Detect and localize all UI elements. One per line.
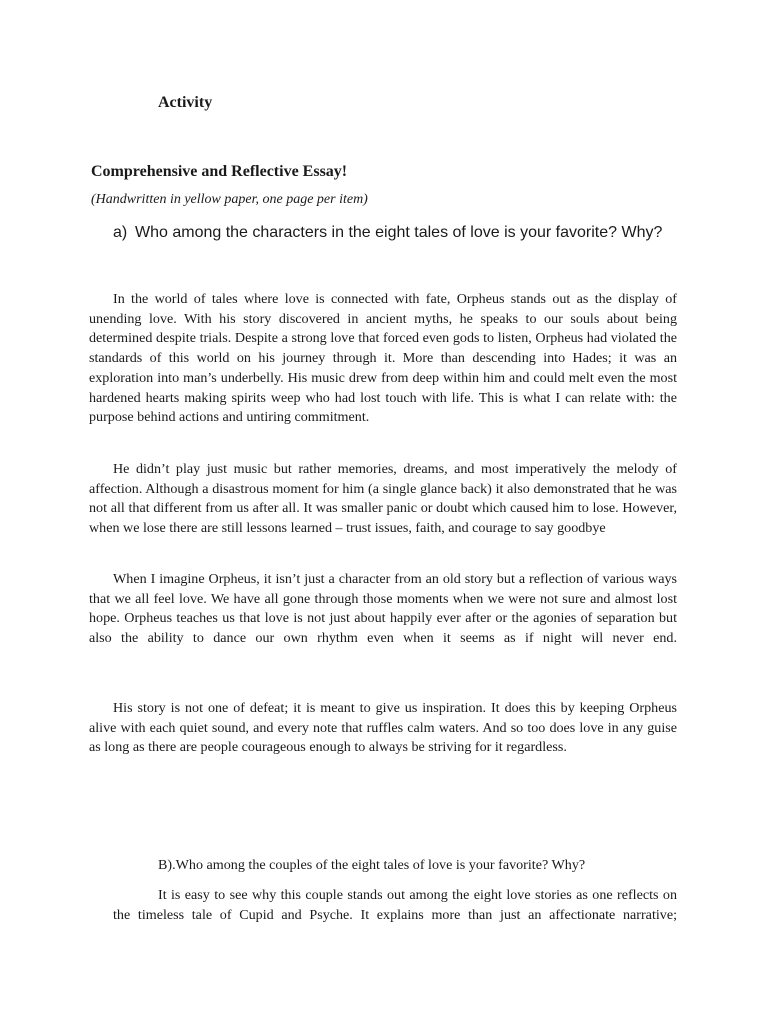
answer-a-paragraph-4 — [89, 699, 677, 758]
answer-b-paragraph-1-text: It is easy to see why this couple stands out among the eight love stories as one reflects on the timeless tale of Cupid and Psyche. It explains more than just an affectionate narrative; — [113, 887, 677, 923]
answer-a-paragraph-2-text: He didn’t play just music but rather memories, dreams, and most imperatively the melody of affection. Although a disastrous moment for him (a single glance back) it also demonstrated that he was not all that different from us after all. It was smaller panic or doubt which caused him to lose. However, when we lose there are still lessons learned – trust issues, faith, and courage to say goodbye — [89, 461, 677, 537]
activity-heading: Activity — [158, 94, 213, 111]
answer-a-paragraph-4-text: His story is not one of defeat; it is meant to give us inspiration. It does this by keeping Orpheus alive with each quiet sound, and every note that ruffles calm waters. And so too does love in any guise as long as there are people courageous enough to always be striving for it regardless. — [89, 700, 677, 756]
essay-title: Comprehensive and Reflective Essay! — [91, 163, 348, 180]
answer-a-paragraph-3 — [89, 570, 677, 649]
instruction-note: (Handwritten in yellow paper, one page per item) — [91, 192, 368, 207]
question-b: B).Who among the couples of the eight tales of love is your favorite? Why? — [158, 857, 586, 873]
answer-a-paragraph-1-text: In the world of tales where love is connected with fate, Orpheus stands out as the display of unending love. With his story discovered in ancient myths, he speaks to our souls about being determined despite trials. Despite a strong love that forced even gods to listen, Orpheus had violated the standards of this world on his journey through it. More than descending into Hades; it was an exploration into man’s underbelly. His music drew from deep within him and could melt even the most hardened hearts making spirits weep who had lost touch with life. This is what I can relate with: the purpose behind actions and untiring commitment. — [89, 291, 677, 426]
answer-a-paragraph-1 — [89, 290, 677, 428]
question-a-marker: a) — [113, 224, 128, 241]
question-a — [113, 224, 662, 242]
answer-a-paragraph-2 — [89, 460, 677, 539]
answer-a-paragraph-3-text: When I imagine Orpheus, it isn’t just a character from an old story but a reflection of various ways that we all feel love. We have all gone through those moments when we were not sure and almost lost hope. Orpheus teaches us that love is not just about happily ever after or the agonies of separation but also the ability to dance our own rhythm even when it seems as if night will never end. — [89, 571, 677, 647]
answer-b-paragraph-1 — [113, 886, 677, 925]
question-a-text: Who among the characters in the eight tales of love is your favorite? Why? — [135, 224, 663, 241]
